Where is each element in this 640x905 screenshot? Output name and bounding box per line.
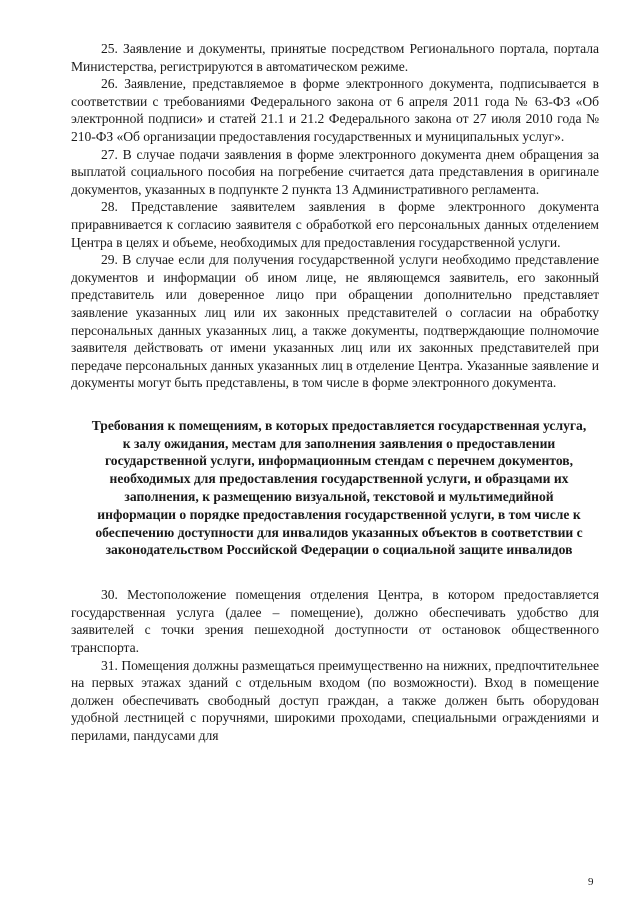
paragraph-29: 29. В случае если для получения государственной услуги необходимо представление документов и информации об ином лице, не являющемся заявитель, его законный представитель или доверенное лицо при обращении дополнительно представляет заявление указанных лиц или их законных представителей о согласии на обработку персональных данных указанных лиц, а также документы, подтверждающие полномочие заявителя действовать от имени указанных лиц или их законных представителей при передаче персональных данных указанных лиц в отделение Центра. Указанные заявление и документы могут быть представлены, в том числе в форме электронного документа. [71, 252, 599, 391]
paragraph-25: 25. Заявление и документы, принятые посредством Регионального портала, портала Министерства, регистрируются в автоматическом режиме. [71, 41, 599, 74]
paragraph-30: 30. Местоположение помещения отделения Центра, в котором предоставляется государственная услуга (далее – помещение), должно обеспечивать удобство для заявителей с точки зрения пешеходной доступности от остановок общественного транспорта. [71, 587, 599, 656]
section-heading: Требования к помещениям, в которых предоставляется государственная услуга, к залу ожидания, местам для заполнения заявления о предоставлении государственной услуги, информационным стендам с перечнем документов, необходимых для предоставления государственной услуги, и образцами их заполнения, к размещению визуальной, текстовой и мультимедийной информации о порядке предоставления государственной услуги, в том числе к обеспечению доступности для инвалидов указанных объектов в соответствии с законодательством Российской Федерации о социальной защите инвалидов [91, 417, 587, 558]
paragraph-31: 31. Помещения должны размещаться преимущественно на нижних, предпочтительнее на первых этажах зданий с отдельным входом (по возможности). Вход в помещение должен обеспечивать свободный доступ граждан, а также должен быть оборудован удобной лестницей с поручнями, широкими проходами, специальными ограждениями и перилами, пандусами для [71, 657, 599, 743]
document-page [71, 40, 599, 745]
paragraph-28: 28. Представление заявителем заявления в форме электронного документа приравнивается к согласию заявителя с обработкой его персональных данных отделением Центра в целях и объеме, необходимых для предоставления государственной услуги. [71, 199, 599, 250]
page-number: 9 [588, 876, 594, 888]
paragraph-26: 26. Заявление, представляемое в форме электронного документа, подписывается в соответствии с требованиями Федерального закона от 6 апреля 2011 года № 63-ФЗ «Об электронной подписи» и статей 21.1 и 21.2 Федерального закона от 27 июля 2010 года № 210-ФЗ «Об организации предоставления государственных и муниципальных услуг». [71, 76, 599, 144]
paragraph-27: 27. В случае подачи заявления в форме электронного документа днем обращения за выплатой социального пособия на погребение считается дата представления в оригинале документов, указанных в подпункте 2 пункта 13 Административного регламента. [71, 146, 599, 197]
